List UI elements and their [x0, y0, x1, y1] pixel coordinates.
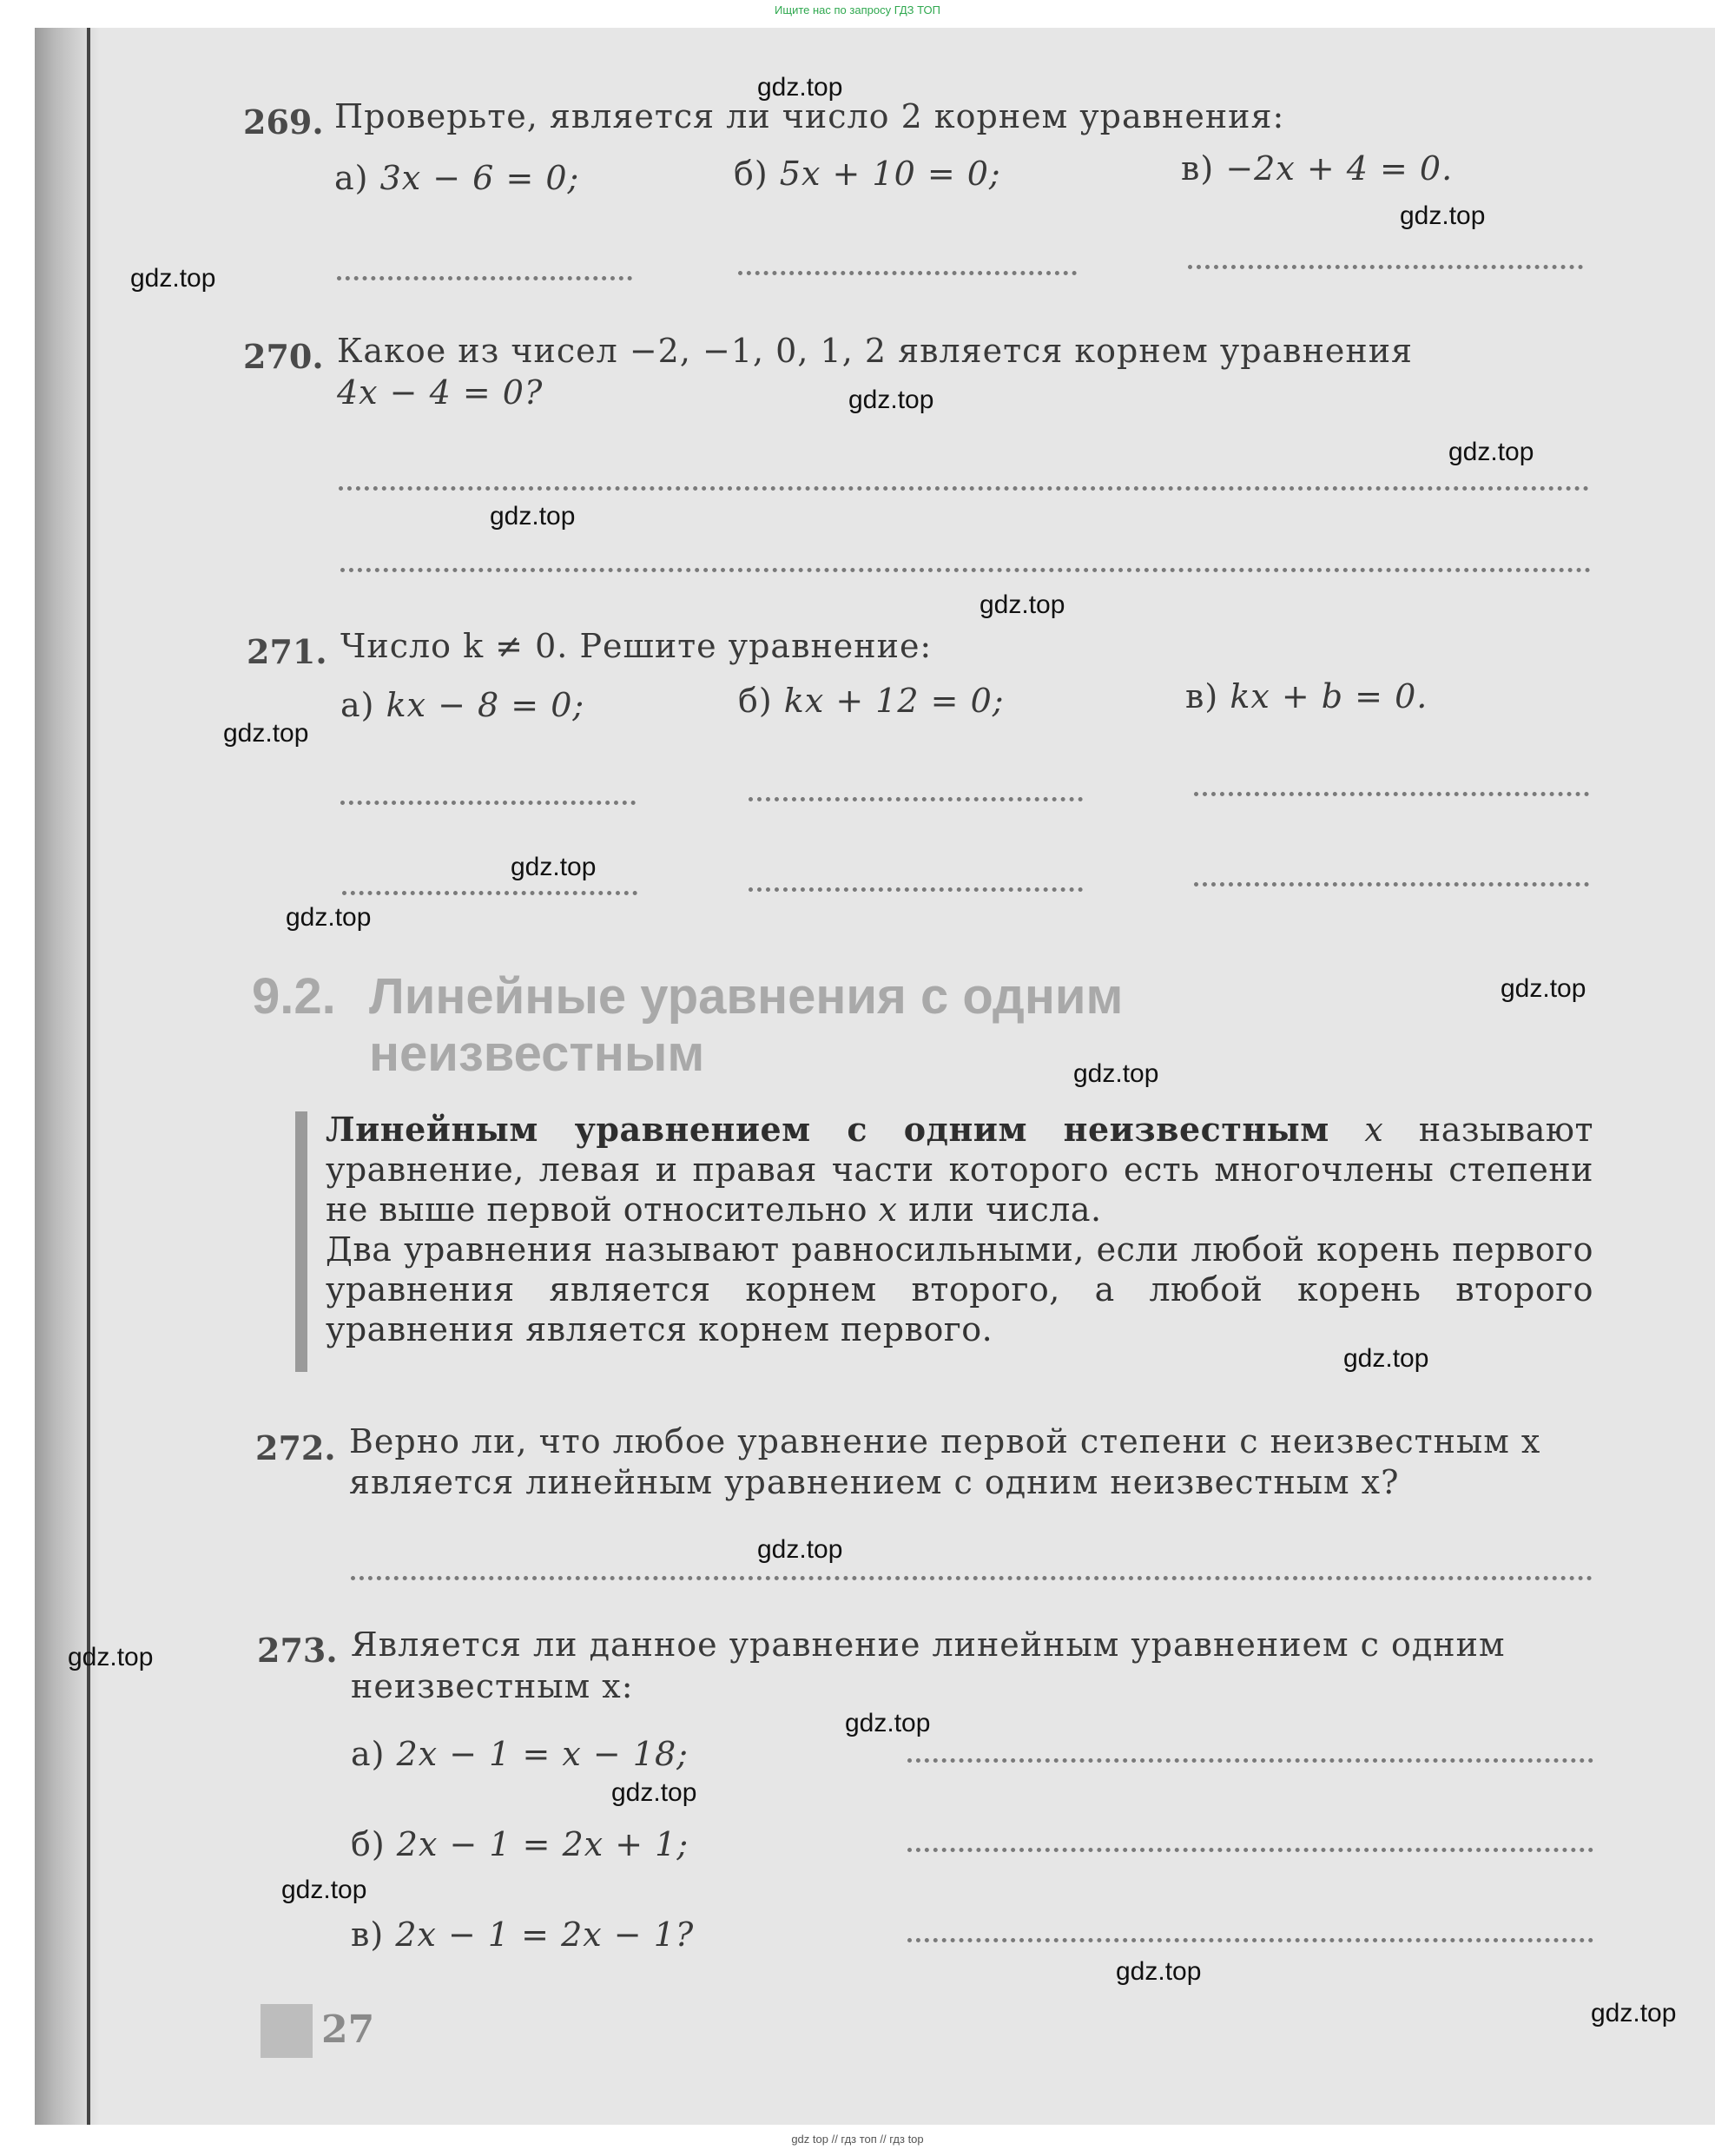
watermark: gdz.top — [281, 1876, 367, 1904]
answer-line-271-a-1[interactable] — [340, 801, 636, 805]
book-spine-line — [87, 28, 90, 2125]
exercise-272-line1: Верно ли, что любое уравнение первой степени с неизвестным x — [349, 1422, 1541, 1460]
exercise-273-line1: Является ли данное уравнение линейным уравнением с одним — [351, 1625, 1506, 1664]
answer-line-272[interactable] — [351, 1576, 1593, 1580]
watermark: gdz.top — [1591, 1999, 1677, 2027]
answer-line-271-b-2[interactable] — [749, 887, 1083, 892]
watermark: gdz.top — [1073, 1059, 1159, 1088]
exercise-272-number: 272. — [255, 1428, 336, 1467]
answer-line-269-b[interactable] — [738, 271, 1077, 275]
equivalence-definition: Два уравнения называют равносильными, если любой корень первого уравнения является корнем второго, а любой корень второго уравнения является корнем первого. — [326, 1230, 1593, 1348]
exercise-271-item-a: а) kx − 8 = 0; — [340, 686, 585, 724]
answer-line-273-c[interactable] — [907, 1938, 1593, 1942]
exercise-273-number: 273. — [257, 1631, 338, 1670]
watermark: gdz.top — [1448, 438, 1534, 466]
page-number: 27 — [321, 2008, 375, 2052]
exercise-273-line2: неизвестным x: — [351, 1667, 634, 1705]
answer-line-271-a-2[interactable] — [342, 891, 637, 895]
exercise-270-number: 270. — [243, 337, 324, 376]
watermark: gdz.top — [286, 903, 372, 932]
answer-line-271-b-1[interactable] — [749, 797, 1083, 801]
definition-term: Линейным уравнением с одним неизвестным — [326, 1110, 1329, 1149]
exercise-272-line2: является линейным уравнением с одним неизвестным x? — [349, 1463, 1400, 1501]
exercise-269-item-a: а) 3x − 6 = 0; — [334, 159, 580, 197]
watermark: gdz.top — [68, 1643, 154, 1671]
answer-line-271-c-2[interactable] — [1194, 882, 1589, 887]
exercise-271-item-b: б) kx + 12 = 0; — [738, 682, 1005, 720]
exercise-273-item-c: в) 2x − 1 = 2x − 1? — [351, 1915, 695, 1954]
exercise-270-line2: 4x − 4 = 0? — [337, 373, 544, 412]
exercise-271-text: Число k ≠ 0. Решите уравнение: — [340, 627, 933, 665]
watermark: gdz.top — [980, 590, 1065, 619]
watermark: gdz.top — [1116, 1957, 1202, 1986]
section-title-line2: неизвестным — [369, 1025, 705, 1082]
watermark: gdz.top — [611, 1778, 697, 1807]
watermark: gdz.top — [848, 386, 934, 414]
answer-line-269-a[interactable] — [337, 276, 632, 280]
exercise-269-item-b: б) 5x + 10 = 0; — [734, 155, 1001, 193]
watermark: gdz.top — [1400, 201, 1486, 230]
watermark: gdz.top — [1501, 974, 1586, 1003]
answer-line-269-c[interactable] — [1188, 265, 1583, 269]
answer-line-271-c-1[interactable] — [1194, 792, 1589, 796]
exercise-269-number: 269. — [243, 102, 324, 142]
watermark: gdz.top — [757, 73, 843, 102]
answer-line-273-a[interactable] — [907, 1758, 1593, 1763]
answer-line-270-1[interactable] — [339, 486, 1589, 491]
exercise-270-line1: Какое из чисел −2, −1, 0, 1, 2 является корнем уравнения — [337, 332, 1414, 370]
page-number-box — [261, 2004, 313, 2058]
watermark: gdz.top — [511, 853, 597, 881]
top-banner[interactable]: Ищите нас по запросу ГДЗ ТОП — [775, 3, 940, 16]
watermark: gdz.top — [223, 719, 309, 748]
exercise-271-number: 271. — [247, 632, 327, 671]
bottom-banner[interactable]: gdz top // гдз топ // гдз top — [791, 2133, 924, 2146]
watermark: gdz.top — [757, 1535, 843, 1564]
exercise-269-item-c: в) −2x + 4 = 0. — [1181, 149, 1454, 188]
watermark: gdz.top — [130, 264, 216, 293]
rule-side-bar — [295, 1111, 307, 1372]
section-title-line1: Линейные уравнения с одним — [369, 968, 1124, 1025]
answer-line-270-2[interactable] — [340, 568, 1591, 572]
exercise-271-item-c: в) kx + b = 0. — [1185, 677, 1428, 715]
exercise-269-text: Проверьте, является ли число 2 корнем уравнения: — [334, 97, 1285, 135]
exercise-273-item-b: б) 2x − 1 = 2x + 1; — [351, 1825, 689, 1863]
section-heading — [252, 968, 1123, 1083]
watermark: gdz.top — [845, 1709, 931, 1737]
watermark: gdz.top — [490, 502, 576, 531]
answer-line-273-b[interactable] — [907, 1848, 1593, 1852]
watermark: gdz.top — [1343, 1344, 1429, 1373]
section-number: 9.2. — [252, 968, 336, 1025]
exercise-273-item-a: а) 2x − 1 = x − 18; — [351, 1735, 689, 1773]
definition-block: Линейным уравнением с одним неизвестным x называют уравнение, левая и правая части которого есть многочлены степени не выше первой относительно x или числа. Два уравнения называют равносильными, если любой корень первого уравнения является корнем второго, а любой корень второго уравнения является корнем первого. — [326, 1110, 1593, 1348]
